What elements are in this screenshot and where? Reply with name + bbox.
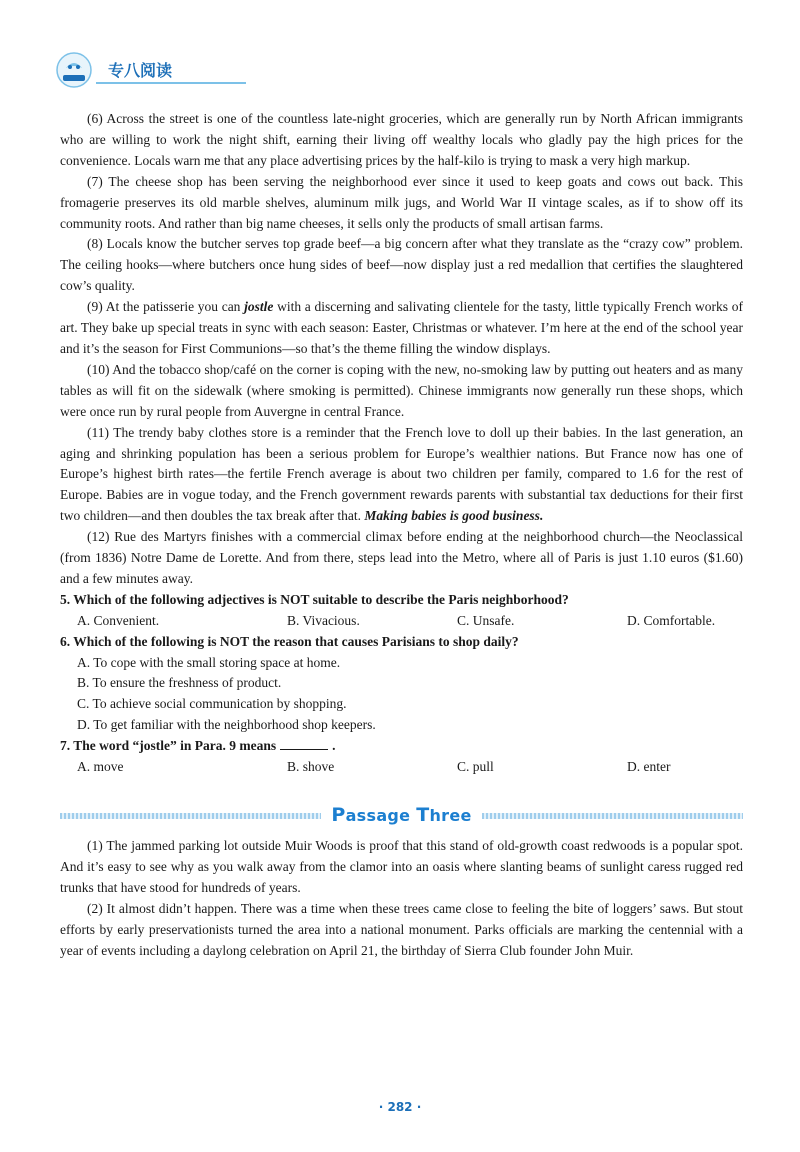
q5-option-d: D. Comfortable.: [627, 612, 716, 628]
q7-stem-end: .: [332, 738, 336, 754]
paragraph-9: [60, 297, 743, 360]
hatch-divider-left: [60, 813, 321, 819]
paragraph-11-emphasis: Making babies is good business.: [364, 508, 544, 524]
paragraph-9-start: (9) At the patisserie you can: [87, 299, 245, 315]
question-6-stem: 6. Which of the following is NOT the reason that causes Parisians to shop daily?: [60, 633, 519, 649]
question-5-options: [60, 611, 743, 632]
answer-blank: [280, 737, 328, 750]
question-7-stem: [60, 736, 743, 757]
q6-option-a: A. To cope with the small storing space at home.: [77, 654, 341, 670]
q5-option-a: A. Convenient.: [77, 612, 160, 628]
header-rule: [96, 82, 246, 84]
q5-option-b: B. Vivacious.: [287, 612, 360, 628]
paragraph-11: [60, 423, 743, 528]
logo-icon: [56, 52, 92, 88]
page-header: [56, 52, 256, 88]
paragraph-8: (8) Locals know the butcher serves top grade beef—a big concern after what they translate as the “crazy cow” problem. The ceiling hooks—where butchers once hung sides of beef—now display just a red medallion that certifies the slaughtered cow’s quality.: [60, 236, 743, 294]
paragraph-9-end: with a discerning and salivating clientele for the tasty, little typically French works of art. They bake up special treats in sync with each season: Easter, Christmas or whatever. I’m here at the end of the school year and it’s the season for First Communions—so that’s the theme filling the window displays.: [60, 299, 743, 356]
q7-option-d: D. enter: [627, 759, 671, 775]
paragraph-6: (6) Across the street is one of the countless late-night groceries, which are generally run by North African immigrants who are willing to work the night shift, earning their living off wealthy locals who gladly pay the high prices for the convenience. Locals warn me that any place advertising prices by the half-kilo is trying to mask a very high markup.: [60, 111, 743, 168]
page-number: · 282 ·: [378, 1100, 422, 1114]
passage-three-paragraph-2: (2) It almost didn’t happen. There was a time when these trees came close to feeling the bite of loggers’ saws. But stout efforts by early preservationists turned the area into a national monument. Parks officials are marking the centennial with a year of events including a daylong celebration on April 21, the birthday of Sierra Club founder John Muir.: [60, 900, 743, 958]
passage-three-header: [60, 802, 743, 830]
hatch-divider-right: [482, 813, 743, 819]
jostle-word: jostle: [244, 299, 274, 315]
article-content: [60, 109, 743, 961]
passage-three-paragraph-1: (1) The jammed parking lot outside Muir Woods is proof that this stand of old-growth coast redwoods is a popular spot. And it’s easy to see why as you walk away from the clamor into an oasis where slanting beams of sunlight caress rugged red trunks that have stood for hundreds of years.: [60, 838, 743, 895]
q7-option-c: C. pull: [457, 759, 494, 775]
paragraph-7: (7) The cheese shop has been serving the neighborhood ever since it used to keep goats and cows out back. This fromagerie preserves its old marble shelves, aluminum milk jugs, and World War II vintage scales, as if to show off its community roots. And rather than big name cheeses, it sells only the products of small artisan farms.: [60, 173, 743, 231]
header-title: 专八阅读: [108, 61, 173, 80]
question-5-stem: 5. Which of the following adjectives is NOT suitable to describe the Paris neighborhood?: [60, 591, 569, 607]
paragraph-12: (12) Rue des Martyrs finishes with a commercial climax before ending at the neighborhood church—the Neoclassical (from 1836) Notre Dame de Lorette. And from there, steps lead into the Metro, where all of Paris is just 1.10 euros ($1.60) and a few minutes away.: [60, 529, 743, 586]
q6-option-d: D. To get familiar with the neighborhood shop keepers.: [77, 717, 376, 733]
paragraph-10: (10) And the tobacco shop/café on the corner is coping with the new, no-smoking law by putting out heaters and as many tables as will fit on the sidewalk (where smoking is permitted). Chinese immigrants now generally run these shops, which were once run by rural people from Auvergne in central France.: [60, 361, 743, 419]
q6-option-b: B. To ensure the freshness of product.: [77, 675, 282, 691]
q6-option-c: C. To achieve social communication by shopping.: [77, 696, 347, 712]
q5-option-c: C. Unsafe.: [457, 612, 515, 628]
passage-three-title: Passage Three: [331, 804, 472, 827]
q7-option-a: A. move: [77, 759, 124, 775]
paragraph-11-text: (11) The trendy baby clothes store is a reminder that the French love to doll up their babies. In the last generation, an aging and shrinking population has been a serious problem for Europe’s wealthier nations. But France now has one of Europe’s highest birth rates—the fertile French average is about two children per family, compared to 1.6 for the rest of Europe. Babies are in vogue today, and the French government rewards parents with substantial tax deductions for their first two children—and then doubles the tax break after that.: [60, 424, 743, 524]
q7-stem-text: 7. The word “jostle” in Para. 9 means: [60, 738, 277, 754]
q7-option-b: B. shove: [287, 759, 335, 775]
question-7-options: [60, 757, 743, 778]
